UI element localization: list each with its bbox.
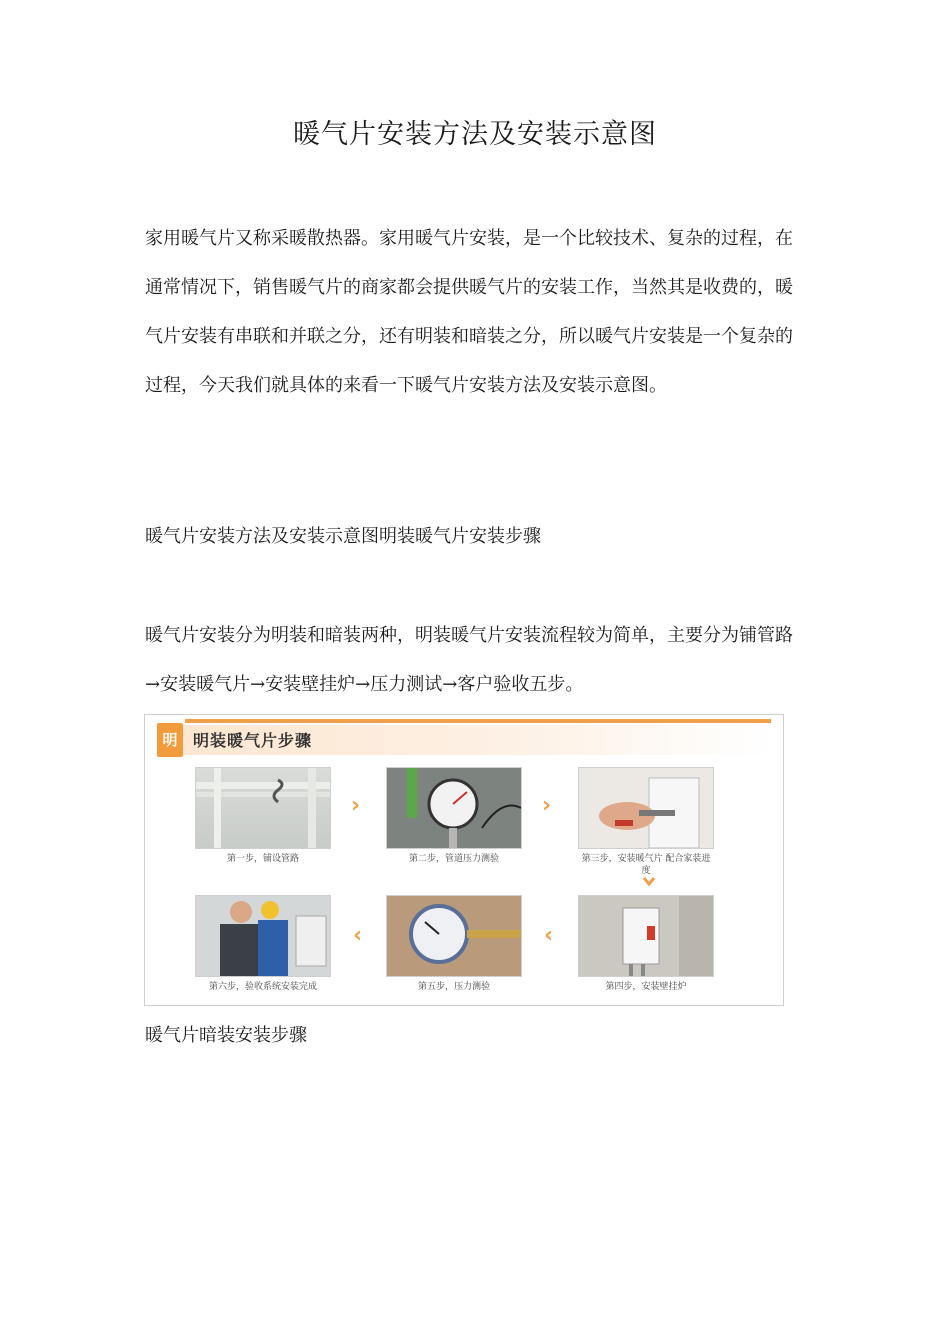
installation-steps-figure [144,714,784,1006]
step-caption: 第二步，管道压力测验 [408,854,499,864]
step-1 [195,767,331,865]
workers-inspection-photo [195,895,331,977]
step-3 [578,767,714,877]
figure-top-rule [185,719,771,723]
page-title: 暖气片安装方法及安装示意图 [293,119,657,150]
step-5 [386,895,522,993]
step-caption: 第三步，安装暖气片 配合家装进度 [581,854,711,876]
pressure-gauge-photo [386,767,522,849]
section-heading: 暖气片安装方法及安装示意图明装暖气片安装步骤 [145,526,541,547]
chevron-right-icon: › [542,793,552,818]
wall-boiler-photo [578,895,714,977]
step-caption: 第四步，安装壁挂炉 [605,982,687,992]
intro-paragraph: 家用暖气片又称采暖散热器。家用暖气片安装，是一个比较技术、复杂的过程，在通常情况下，销售暖气片的商家都会提供暖气片的安装工作，当然其是收费的，暖气片安装有串联和并联之分，还有明装和暗装之分，所以暖气片安装是一个复杂的过程，今天我们就具体的来看一下暖气片安装方法及安装示意图。 [145,228,793,396]
hand-wrench-radiator-photo [578,767,714,849]
chevron-left-icon: ‹ [544,923,554,948]
step-caption: 第六步，验收系统安装完成 [208,982,317,992]
figure-heading: 明装暖气片步骤 [193,731,313,750]
chevron-right-icon: › [351,793,361,818]
gauge-closeup-photo [386,895,522,977]
concealed-heading: 暖气片暗装安装步骤 [145,1025,307,1046]
chevron-left-icon: ‹ [353,923,363,948]
step-2 [386,767,522,865]
chevron-down-icon [643,875,655,887]
step-caption: 第一步，铺设管路 [226,854,299,864]
pipes-on-wall-photo [195,767,331,849]
step-6 [195,895,331,993]
step-caption: 第五步，压力测验 [417,982,490,992]
step-4 [578,895,714,993]
figure-badge: 明 [157,723,183,757]
process-paragraph: 暖气片安装分为明装和暗装两种，明装暖气片安装流程较为简单，主要分为铺管路→安装暖气片→安装壁挂炉→压力测试→客户验收五步。 [145,625,793,695]
